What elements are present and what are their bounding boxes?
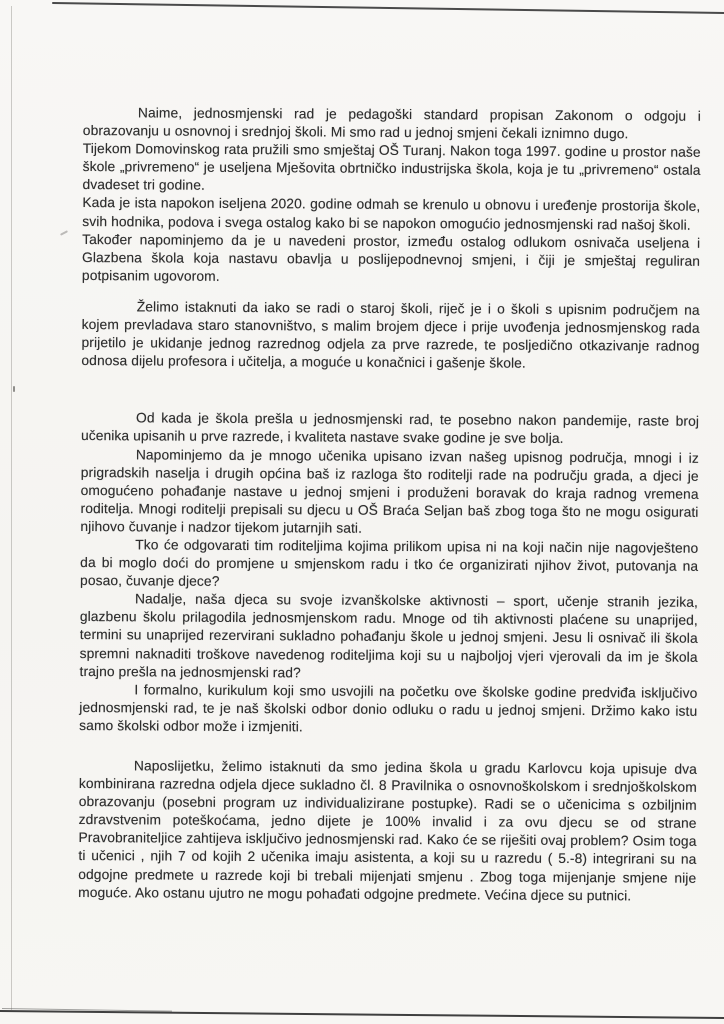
paragraph: Tijekom Domovinskog rata pružili smo smještaj OŠ Turanj. Nakon toga 1997. godine u prostor naše škole „privremeno“ je useljena Mješovita obrtničko industrijska škola, koja je tu „privremeno“ ostala dvadeset tri godine. [82,141,701,194]
paragraph: Također napominjemo da je u navedeni prostor, između ostalog odlukom osnivača useljena i Glazbena škola koja nastavu obavlja u poslijepodnevnoj smjeni, i čiji je smještaj reguliran potpisanim ugovorom. [81,231,701,284]
scan-speck [13,386,15,392]
scan-paper-edge-bottom-line [0,1010,724,1019]
paragraph: Kada je ista napokon iseljena 2020. godine odmah se krenulo u obnovu i uređenje prostorija škole, svih hodnika, podova i svega ostalog kako bi se napokon omogućio jednosmjenski rad našoj školi. [82,195,701,233]
paragraph: Od kada je škola prešla u jednosmjenski rad, te posebno nakon pandemije, raste broj učenika upisanih u prve razrede, i kvaliteta nastave svake godine je sve bolja. [80,410,700,447]
paragraph: Želimo istaknuti da iako se radi o staroj školi, riječ je i o školi s upisnim područjem na kojem prevladava staro stanovništvo, s malim brojem djece i prije uvođenja jednosmjenskog rada prijetilo je ukidanje jednog razrednog odjela za prve razrede, te posljedično otkazivanje radnog odnosa dijelu profesora i učitelja, a moguće u konačnici i gašenje škole. [81,299,700,371]
scan-speck [60,230,68,236]
paragraph: Napominjemo da je mnogo učenika upisano izvan našeg upisnog područja, mnogi i iz prigradskih naselja i drugih općina baš iz razloga što roditelji rade na području grada, a djeci je omogućeno pohađanje nastave u jednoj smjeni i produženi boravak do kraja radnog vremena roditelja. Mnogi roditelji prepisali su djecu u OŠ Braća Seljan baš zbog toga što ne mogu osigurati njihovo čuvanje i nadzor tijekom jutarnjih sati. [80,446,699,536]
paragraph: Nadalje, naša djeca su svoje izvanškolske aktivnosti – sport, učenje stranih jezika, glazbenu školu prilagodila jednosmjenskom radu. Mnoge od tih aktivnosti plaćene su unaprijed, termini su unaprijed rezervirani sukladno pohađanju škole u jednoj smjeni. Jesu li osnivač ili škola spremni naknaditi troškove navedenog roditeljima koji su u najboljoj vjeri vjerovali da im je škola trajno prešla na jednosmjenski rad? [79,591,699,680]
paragraph: Naposlijetku, želimo istaknuti da smo jedina škola u gradu Karlovcu koja upisuje dva kombinirana razredna odjela djece sukladno čl. 8 Pravilnika o osnovnoškolskom i srednjoškolskom obrazovanju (posebni program uz individualizirane postupke). Radi se o učenicima s ozbiljnim zdravstvenim poteškoćama, jedno dijete je 100% invalid i za ovu djecu se od strane Pravobraniteljice zahtijeva isključivo jednosmjenski rad. Kako će se riješiti ovaj problem? Osim toga ti učenici , njih 7 od kojih 2 učenika imaju asistenta, a koji su u razredu ( 5.-8) integrirani su na odgojne predmete u razrede koji bi trebali mijenjati smjenu . Zbog toga mijenjanje smjene nije moguće. Ako ostanu ujutro ne mogu pohađati odgojne predmete. Većina djece su putnici. [78,758,697,904]
paragraph: Naime, jednosmjenski rad je pedagoški standard propisan Zakonom o odgoju i obrazovanju u osnovnoj i srednjoj školi. Mi smo rad u jednoj smjeni čekali iznimno dugo. [82,105,701,142]
text-block [78,104,701,906]
scan-paper-edge-left-line [11,6,12,1010]
paragraph: Tko će odgovarati tim roditeljima kojima prilikom upisa ni na koji način nije nagovješteno da bi moglo doći do promjene u smjenskom radu i tko će organizirati njihov život, putovanja na posao, čuvanje djece? [80,537,699,589]
paragraph: I formalno, kurikulum koji smo usvojili na početku ove školske godine predviđa isključivo jednosmjenski rad, te je naš školski odbor donio odluku o radu u jednoj smjeni. Držimo kako istu samo školski odbor može i izmjeniti. [79,682,698,735]
scan-paper-edge-top-line [52,2,724,14]
